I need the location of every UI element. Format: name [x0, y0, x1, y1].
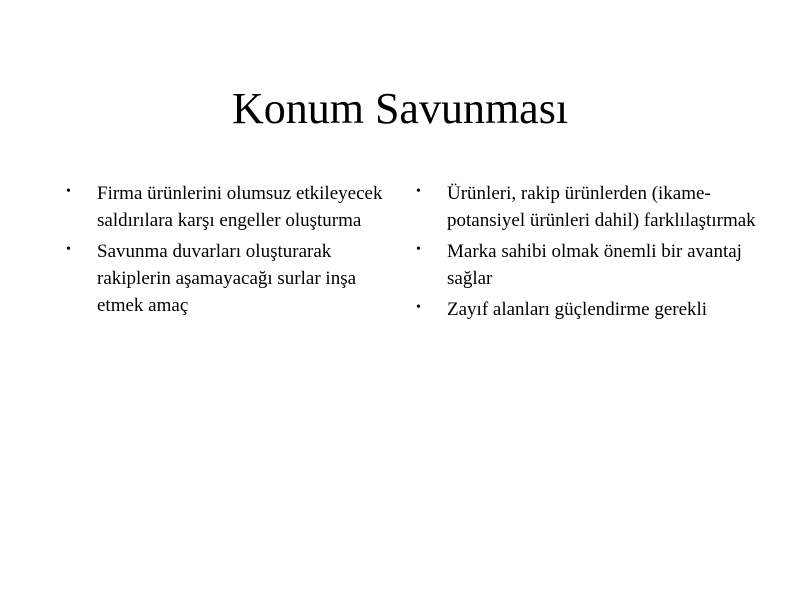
list-item-text: Firma ürünlerini olumsuz etkileyecek saldırılara karşı engeller oluşturma — [97, 183, 383, 231]
bullet-icon: • — [66, 184, 71, 199]
right-bullet-list — [416, 180, 761, 327]
bullet-icon: • — [416, 300, 421, 315]
bullet-icon: • — [416, 184, 421, 199]
list-item — [416, 180, 761, 234]
list-item — [66, 180, 386, 234]
slide-title: Konum Savunması — [231, 84, 569, 133]
list-item-text: Ürünleri, rakip ürünlerden (ikame-potansiyel ürünleri dahil) farklılaştırmak — [447, 183, 756, 231]
list-item — [66, 238, 386, 319]
list-item-text: Marka sahibi olmak önemli bir avantaj sağlar — [447, 241, 742, 289]
list-item — [416, 238, 761, 292]
left-bullet-list — [66, 180, 386, 323]
list-item — [416, 296, 761, 323]
list-item-text: Zayıf alanları güçlendirme gerekli — [447, 299, 708, 320]
list-item-text: Savunma duvarları oluşturarak rakiplerin aşamayacağı surlar inşa etmek amaç — [97, 241, 357, 316]
bullet-icon: • — [416, 242, 421, 257]
bullet-icon: • — [66, 242, 71, 257]
